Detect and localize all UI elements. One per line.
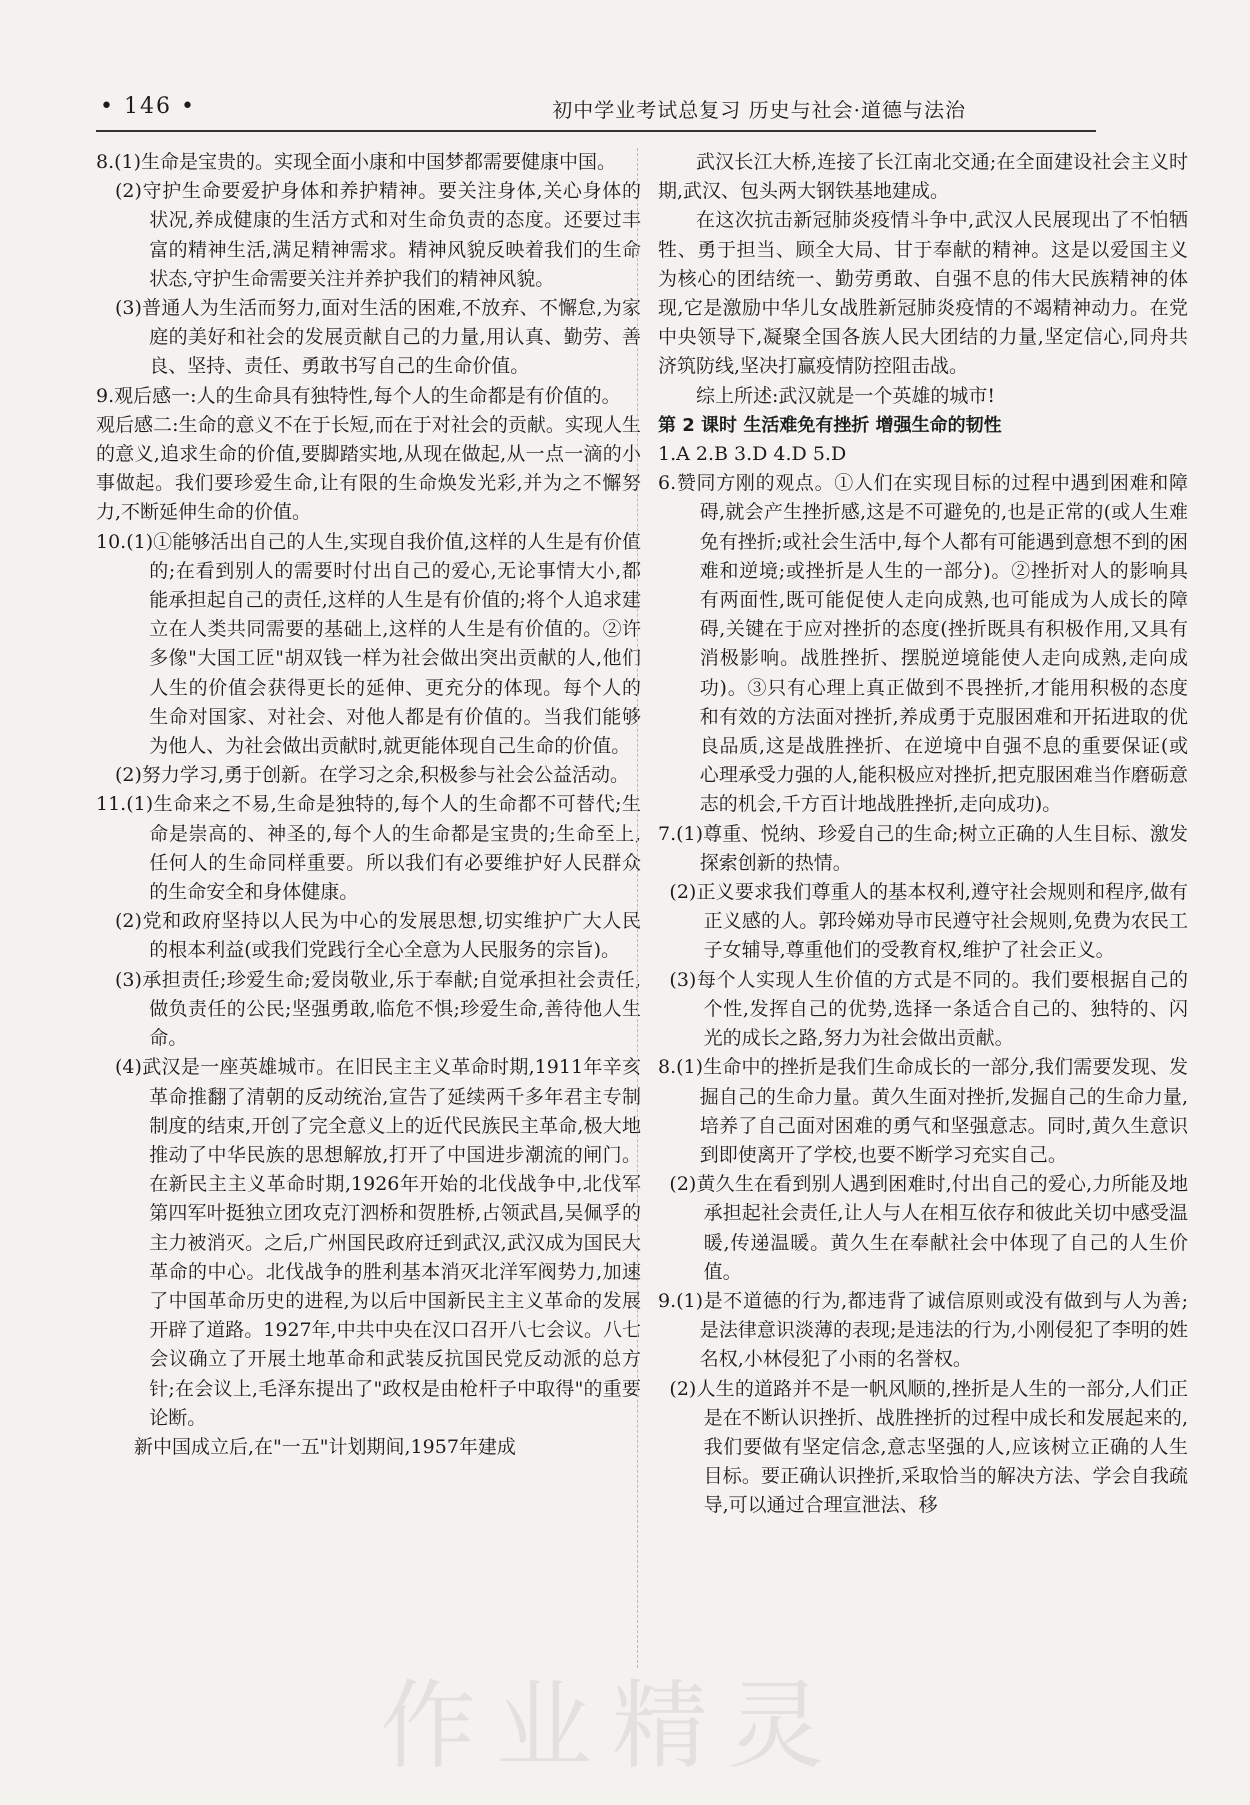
answer-8-2-right: (2)黄久生在看到别人遇到困难时,付出自己的爱心,力所能及地承担起社会责任,让人与人在相互依存和彼此关切中感受温暖,传递温暖。黄久生在奉献社会中体现了自己的人生价值。: [669, 1173, 1188, 1283]
answer-9-2-right: (2)人生的道路并不是一帆风顺的,挫折是人生的一部分,人们正是在不断认识挫折、战胜挫折的过程中成长和发展起来的,我们要做有坚定信念,意志坚强的人,应该树立正确的人生目标。要正确认识挫折,采取恰当的解决方法、学会自我疏导,可以通过合理宣泄法、移: [669, 1377, 1188, 1517]
multiple-choice-answers: 1.A 2.B 3.D 4.D 5.D: [658, 443, 847, 466]
lesson-heading: 第 2 课时 生活难免有挫折 增强生命的韧性: [658, 414, 1002, 436]
answer-11-4-cont-1: 武汉长江大桥,连接了长江南北交通;在全面建设社会主义时期,武汉、包头两大钢铁基地建成。: [658, 151, 1188, 203]
answer-9-2: 观后感二:生命的意义不在于长短,而在于对社会的贡献。实现人生的意义,追求生命的价值,要脚踏实地,从现在做起,从一点一滴的小事做起。我们要珍爱生命,让有限的生命焕发光彩,并为之不懈努力,不断延伸生命的价值。: [96, 413, 641, 524]
answer-7-3: (3)每个人实现人生价值的方式是不同的。我们要根据自己的个性,发挥自己的优势,选择一条适合自己的、独特的、闪光的成长之路,努力为社会做出贡献。: [669, 968, 1188, 1050]
answer-10-2: (2)努力学习,勇于创新。在学习之余,积极参与社会公益活动。: [115, 764, 629, 787]
answer-11-1: 11.(1)生命来之不易,生命是独特的,每个人的生命都不可替代;生命是崇高的、神圣的,每个人的生命都是宝贵的;生命至上,任何人的生命同样重要。所以我们有必要维护好人民群众的生命安全和身体健康。: [96, 793, 641, 904]
answer-11-4-cont-2: 在这次抗击新冠肺炎疫情斗争中,武汉人民展现出了不怕牺牲、勇于担当、顾全大局、甘于奉献的精神。这是以爱国主义为核心的团结统一、勤劳勇敢、自强不息的伟大民族精神的体现,它是激励中华儿女战胜新冠肺炎疫情的不竭精神动力。在党中央领导下,凝聚全国各族人民大团结的力量,坚定信心,同舟共济筑防线,坚决打赢疫情防控阻击战。: [658, 209, 1188, 378]
answer-7-1: 7.(1)尊重、悦纳、珍爱自己的生命;树立正确的人生目标、激发探索创新的热情。: [658, 822, 1188, 874]
answer-8-3: (3)普通人为生活而努力,面对生活的困难,不放弃、不懈怠,为家庭的美好和社会的发展贡献自己的力量,用认真、勤劳、善良、坚持、责任、勇敢书写自己的生命价值。: [115, 297, 641, 378]
answer-9-1-right: 9.(1)是不道德的行为,都违背了诚信原则或没有做到与人为善;是法律意识淡薄的表现;是违法的行为,小刚侵犯了李明的姓名权,小林侵犯了小雨的名誉权。: [658, 1289, 1188, 1371]
answer-9-1: 9.观后感一:人的生命具有独特性,每个人的生命都是有价值的。: [96, 384, 621, 407]
answer-8-1: 8.(1)生命是宝贵的。实现全面小康和中国梦都需要健康中国。: [96, 151, 617, 173]
right-column: [658, 148, 1188, 1521]
answer-8-1-right: 8.(1)生命中的挫折是我们生命成长的一部分,我们需要发现、发掘自己的生命力量。黄久生面对挫折,发掘自己的生命力量,培养了自己面对困难的勇气和坚强意志。同时,黄久生意识到即使离开了学校,也要不断学习充实自己。: [658, 1056, 1188, 1166]
running-title: 初中学业考试总复习 历史与社会·道德与法治: [552, 98, 966, 122]
answer-10-1: 10.(1)①能够活出自己的人生,实现自我价值,这样的人生是有价值的;在看到别人的需要时付出自己的爱心,无论事情大小,都能承担起自己的责任,这样的人生是有价值的;将个人追求建立在人类共同需要的基础上,这样的人生是有价值的。②许多像"大国工匠"胡双钱一样为社会做出突出贡献的人,他们人生的价值会获得更长的延伸、更充分的体现。每个人的生命对国家、对社会、对他人都是有价值的。当我们能够为他人、为社会做出贡献时,就更能体现自己生命的价值。: [96, 530, 641, 758]
answer-11-3: (3)承担责任;珍爱生命;爱岗敬业,乐于奉献;自觉承担社会责任,做负责任的公民;坚强勇敢,临危不惧;珍爱生命,善待他人生命。: [115, 968, 641, 1050]
answer-7-2: (2)正义要求我们尊重人的基本权利,遵守社会规则和程序,做有正义感的人。郭玲娣劝导市民遵守社会规则,免费为农民工子女辅导,尊重他们的受教育权,维护了社会正义。: [669, 881, 1188, 962]
answer-11-4-continued: 新中国成立后,在"一五"计划期间,1957年建成: [134, 1435, 516, 1458]
answer-11-4: (4)武汉是一座英雄城市。在旧民主主义革命时期,1911年辛亥革命推翻了清朝的反动统治,宣告了延续两千多年君主专制制度的结束,开创了完全意义上的近代民族民主革命,极大地推动了中华民族的思想解放,打开了中国进步潮流的闸门。在新民主主义革命时期,1926年开始的北伐战争中,北伐军第四军叶挺独立团攻克汀泗桥和贺胜桥,占领武昌,吴佩孚的主力被消灭。之后,广州国民政府迁到武汉,武汉成为国民大革命的中心。北伐战争的胜利基本消灭北洋军阀势力,加速了中国革命历史的进程,为以后中国新民主主义革命的发展开辟了道路。1927年,中共中央在汉口召开八七会议。八七会议确立了开展土地革命和武装反抗国民党反动派的总方针;在会议上,毛泽东提出了"政权是由枪杆子中取得"的重要论断。: [115, 1056, 641, 1429]
answer-11-2: (2)党和政府坚持以人民为中心的发展思想,切实维护广大人民的根本利益(或我们党践行全心全意为人民服务的宗旨)。: [115, 910, 641, 962]
watermark: 作业精灵: [380, 1670, 844, 1782]
answer-11-4-cont-3: 综上所述:武汉就是一个英雄的城市!: [696, 384, 996, 407]
answer-8-2: (2)守护生命要爱护身体和养护精神。要关注身体,关心身体的状况,养成健康的生活方式和对生命负责的态度。还要过丰富的精神生活,满足精神需求。精神风貌反映着我们的生命状态,守护生命需要关注并养护我们的精神风貌。: [115, 180, 641, 290]
left-column: [96, 148, 641, 1462]
answer-6: 6.赞同方刚的观点。①人们在实现目标的过程中遇到困难和障碍,就会产生挫折感,这是不可避免的,也是正常的(或人生难免有挫折;或社会生活中,每个人都有可能遇到意想不到的困难和逆境;或挫折是人生的一部分)。②挫折对人的影响具有两面性,既可能促使人走向成熟,也可能成为人成长的障碍,关键在于应对挫折的态度(挫折既具有积极作用,又具有消极影响。战胜挫折、摆脱逆境能使人走向成熟,走向成功)。③只有心理上真正做到不畏挫折,才能用积极的态度和有效的方法面对挫折,养成勇于克服困难和开拓进取的优良品质,这是战胜挫折、在逆境中自强不息的重要保证(或心理承受力强的人,能积极应对挫折,把克服困难当作磨砺意志的机会,千方百计地战胜挫折,走向成功)。: [658, 472, 1188, 816]
page-number: • 146 •: [100, 94, 196, 119]
column-divider: [637, 148, 638, 1668]
page-header: [96, 88, 1096, 132]
